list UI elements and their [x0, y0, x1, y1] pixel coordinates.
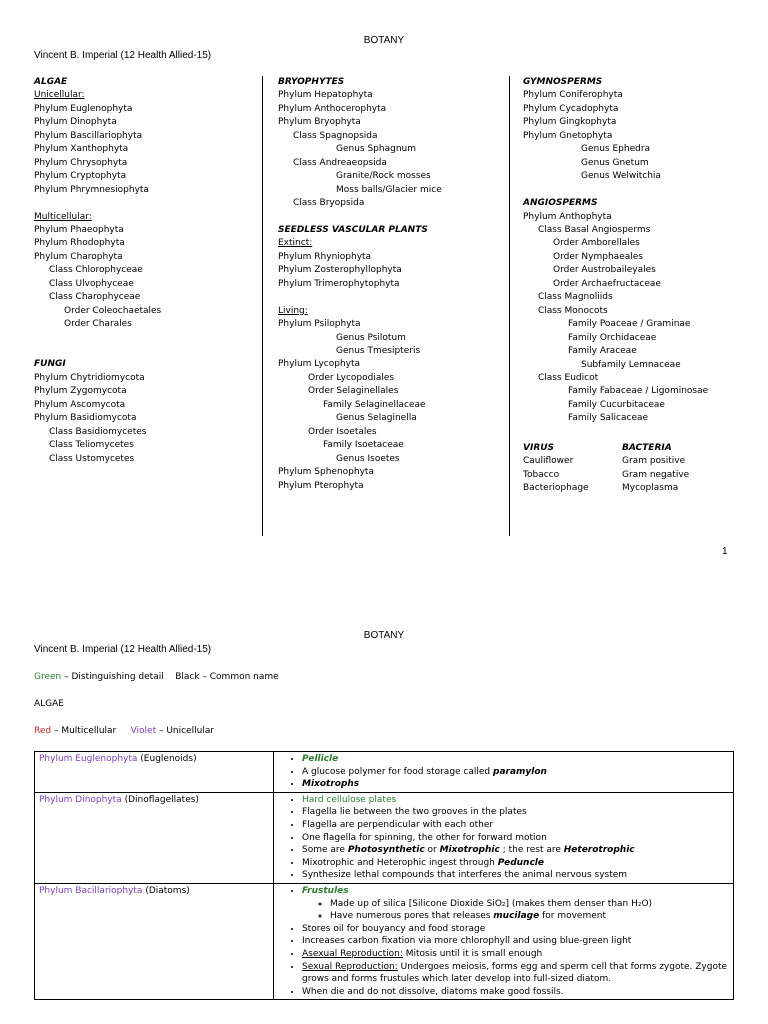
page2-title: BOTANY	[363, 630, 405, 641]
taxon-item: Phylum Anthocerophyta	[278, 103, 387, 114]
taxon-item: Class Bryopsida	[293, 198, 365, 209]
taxon-item: Phylum Bascillariophyta	[34, 130, 143, 141]
taxon-item: Phylum Phrymnesiophyta	[34, 184, 149, 195]
detail-text: Have numerous pores that releases	[330, 911, 494, 922]
color-legend-2	[34, 726, 214, 736]
taxon-item: Phylum Gingkophyta	[523, 117, 617, 128]
taxon-item: Order Austrobaileyales	[553, 265, 656, 276]
taxon-item: Class Monocots	[538, 305, 608, 316]
spacer	[523, 184, 708, 197]
taxon-item: Family Orchidaceae	[568, 332, 657, 343]
list-item: Gram negative	[622, 469, 690, 480]
taxon-item: Family Cucurbitaceae	[568, 399, 665, 410]
taxon-item: Phylum Coniferophyta	[523, 90, 623, 101]
list-item: Bacteriophage	[523, 483, 589, 494]
taxon-item: Phylum Zosterophyllophyta	[278, 265, 402, 276]
taxon-item: Family Selaginellaceae	[323, 399, 426, 410]
phylum-name: Phylum Bacillariophyta	[39, 885, 143, 896]
virus-heading: VIRUS	[523, 443, 555, 453]
detail-text: ; the rest are	[499, 845, 564, 856]
taxon-item: Family Fabaceae / Ligominosae	[568, 386, 709, 397]
taxon-item: Class Ulvophyceae	[49, 278, 134, 289]
detail-underline: Sexual Reproduction:	[302, 961, 398, 972]
subheading: Multicellular:	[34, 211, 92, 222]
taxon-item: Order Nymphaeales	[553, 251, 643, 262]
section-heading: ALGAE	[34, 77, 68, 87]
taxon-item: Order Charales	[64, 319, 132, 330]
list-item: Tobacco	[523, 469, 560, 480]
taxon-item: Class Ustomycetes	[49, 453, 135, 464]
detail-text: Mitosis until it is small enough	[402, 948, 543, 959]
details-cell	[274, 883, 734, 999]
bryophytes-svp-column	[278, 76, 442, 493]
detail-emphasis: Mixotrophs	[302, 779, 360, 790]
taxon-item: Phylum Pterophyta	[278, 480, 364, 491]
taxon-item: Genus Gnetum	[581, 157, 649, 168]
taxon-item: Class Basidiomycetes	[49, 426, 147, 437]
taxon-item: Phylum Phaeophyta	[34, 224, 124, 235]
common-name: (Diatoms)	[142, 885, 190, 896]
taxon-item: Class Basal Angiosperms	[538, 224, 651, 235]
color-legend-1	[34, 672, 279, 682]
spacer	[34, 332, 161, 345]
list-item: • Flagella lie between the two grooves in the plates	[302, 806, 729, 819]
subheading: Extinct:	[278, 238, 313, 249]
taxon-item: Phylum Psilophyta	[278, 319, 361, 330]
taxon-item: Family Salicaceae	[568, 413, 649, 424]
detail-emphasis: Photosynthetic	[347, 845, 425, 856]
spacer	[278, 291, 442, 304]
taxon-item: Class Teliomycetes	[49, 440, 134, 451]
taxon-item: Phylum Ascomycota	[34, 399, 126, 410]
sub-list-item	[330, 910, 729, 923]
list-item: Gram positive	[622, 456, 686, 467]
taxon-item: Phylum Gnetophyta	[523, 130, 613, 141]
taxon-item: Genus Isoetes	[336, 453, 400, 464]
detail-emphasis: Mixotrophic	[439, 845, 500, 856]
taxon-item: Phylum Charophyta	[34, 251, 123, 262]
spacer	[34, 197, 161, 210]
gymnosperms-angiosperms-column	[523, 76, 708, 426]
detail-emphasis: Peduncle	[497, 857, 544, 868]
legend-red-label: Red	[34, 726, 52, 736]
details-cell	[274, 792, 734, 883]
list-item	[302, 753, 729, 766]
table-row	[35, 883, 734, 999]
taxon-item: Family Poaceae / Graminae	[568, 319, 691, 330]
table-row	[35, 752, 734, 793]
bacteria-list	[622, 442, 689, 496]
section-heading: BRYOPHYTES	[278, 77, 345, 87]
phylum-cell	[35, 792, 274, 883]
section-heading: FUNGI	[34, 359, 66, 370]
list-item: Mycoplasma	[622, 483, 679, 494]
taxon-item: Phylum Dinophyta	[34, 117, 117, 128]
legend-green-label: Green	[34, 672, 62, 682]
section-heading: SEEDLESS VASCULAR PLANTS	[278, 224, 428, 235]
detail-emphasis: Heterotrophic	[563, 845, 635, 856]
taxon-item: Phylum Basidiomycota	[34, 413, 137, 424]
algae-fungi-column	[34, 76, 161, 466]
taxon-item: Phylum Anthophyta	[523, 211, 612, 222]
phylum-name: Phylum Dinophyta	[39, 794, 122, 805]
taxon-item: Phylum Chrysophyta	[34, 157, 128, 168]
taxon-item: Genus Tmesipteris	[336, 346, 421, 357]
detail-underline: Asexual Reproduction:	[302, 948, 403, 959]
taxon-item: Phylum Xanthophyta	[34, 144, 129, 155]
subheading: Unicellular:	[34, 90, 85, 101]
detail-emphasis: mucilage	[493, 911, 540, 922]
virus-list	[523, 442, 589, 496]
taxon-item: Order Lycopodiales	[308, 372, 395, 383]
list-item	[302, 844, 729, 857]
list-item	[302, 885, 729, 923]
list-item	[302, 778, 729, 791]
page2-author: Vincent B. Imperial (12 Health Allied-15)	[34, 644, 212, 655]
list-item: • One flagella for spinning, the other for forward motion	[302, 832, 729, 845]
page1-author: Vincent B. Imperial (12 Health Allied-15)	[34, 50, 212, 61]
legend-red-desc: – Multicellular	[51, 726, 117, 736]
legend-violet-label: Violet	[130, 726, 157, 736]
phylum-cell	[35, 752, 274, 793]
taxon-item: Class Charophyceae	[49, 292, 141, 303]
table-row	[35, 792, 734, 883]
detail-text: or	[424, 845, 440, 856]
list-item	[302, 961, 729, 986]
taxon-item: Phylum Zygomycota	[34, 386, 127, 397]
taxon-item: Moss balls/Glacier mice	[336, 184, 442, 195]
common-name: (Euglenoids)	[137, 754, 197, 764]
legend-green-desc: – Distinguishing detail	[61, 672, 164, 682]
taxon-item: Order Coleochaetales	[64, 305, 162, 316]
taxon-item: Genus Sphagnum	[336, 144, 417, 155]
page1-title: BOTANY	[363, 35, 405, 46]
taxon-item: Class Magnoliids	[538, 292, 613, 303]
detail-text: Some are	[302, 845, 348, 856]
algae-table	[34, 751, 734, 1000]
page-number: 1	[722, 546, 728, 557]
taxon-item: Phylum Sphenophyta	[278, 467, 374, 478]
taxon-item: Class Andreaeopsida	[293, 157, 387, 168]
list-item: • Flagella are perpendicular with each other	[302, 819, 729, 832]
taxon-item: Genus Selaginella	[336, 413, 417, 424]
section-heading: GYMNOSPERMS	[523, 77, 603, 87]
taxon-item: Genus Welwitchia	[581, 171, 661, 182]
list-item: • Increases carbon fixation via more chlorophyll and using blue-green light	[302, 935, 729, 948]
legend-violet-desc: – Unicellular	[156, 726, 215, 736]
subheading: Living:	[278, 305, 308, 316]
taxon-item: Phylum Bryophyta	[278, 117, 361, 128]
detail-text: Undergoes meiosis, forms egg and sperm cell that forms zygote. Zygote grows and forms frustules which later develop into full-sized diatom.	[302, 961, 728, 985]
phylum-cell	[35, 883, 274, 999]
bacteria-heading: BACTERIA	[622, 443, 672, 453]
taxon-item: Phylum Rhodophyta	[34, 238, 125, 249]
taxon-item: Phylum Trimerophytophyta	[278, 278, 400, 289]
section-heading: ANGIOSPERMS	[523, 198, 598, 209]
taxon-item: Phylum Cycadophyta	[523, 103, 619, 114]
taxon-item: Phylum Hepatophyta	[278, 90, 373, 101]
taxon-item: Genus Ephedra	[581, 144, 651, 155]
column-divider	[262, 76, 263, 536]
details-cell	[274, 752, 734, 793]
list-item: • Stores oil for bouyancy and food storage	[302, 923, 729, 936]
spacer	[278, 211, 442, 224]
common-name: (Dinoflagellates)	[121, 794, 199, 805]
taxon-item: Genus Psilotum	[336, 332, 406, 343]
detail-emphasis: paramylon	[493, 766, 547, 777]
list-item	[302, 857, 729, 870]
sub-list-item: ◦ Made up of silica [Silicone Dioxide SiO₂] (makes them denser than H₂O)	[330, 898, 729, 911]
taxon-item: Phylum Lycophyta	[278, 359, 361, 370]
phylum-name: Phylum Euglenophyta	[39, 754, 138, 764]
taxon-item: Order Selaginellales	[308, 386, 399, 397]
list-item: • When die and do not dissolve, diatoms make good fossils.	[302, 986, 729, 999]
distinguishing-detail: Pellicle	[302, 754, 339, 764]
taxon-item: Phylum Rhyniophyta	[278, 251, 372, 262]
spacer	[34, 345, 161, 358]
taxon-item: Class Spagnopsida	[293, 130, 378, 141]
taxon-item: Order Isoetales	[308, 426, 377, 437]
taxon-item: Phylum Cryptophyta	[34, 171, 127, 182]
taxon-item: Class Eudicot	[538, 372, 599, 383]
taxon-item: Phylum Chytridiomycota	[34, 372, 145, 383]
list-item: • Synthesize lethal compounds that interferes the animal nervous system	[302, 869, 729, 882]
taxon-item: Order Archaefructaceae	[553, 278, 661, 289]
column-divider	[509, 76, 510, 536]
taxon-item: Phylum Euglenophyta	[34, 103, 133, 114]
list-item	[302, 766, 729, 779]
distinguishing-detail: Frustules	[302, 885, 349, 896]
taxon-item: Class Chlorophyceae	[49, 265, 143, 276]
detail-text: A glucose polymer for food storage called	[302, 766, 494, 777]
taxon-item: Subfamily Lemnaceae	[581, 359, 681, 370]
taxon-item: Family Araceae	[568, 346, 637, 357]
taxon-item: Order Amborellales	[553, 238, 640, 249]
detail-text: Mixotrophic and Heterophic ingest through	[302, 857, 498, 868]
taxon-item: Family Isoetaceae	[323, 440, 404, 451]
legend-black-label: Black	[175, 672, 200, 682]
taxon-item: Granite/Rock mosses	[336, 171, 431, 182]
list-item: Cauliflower	[523, 456, 574, 467]
section-heading: ALGAE	[34, 699, 64, 709]
detail-text: for movement	[539, 911, 606, 922]
distinguishing-detail: Hard cellulose plates	[302, 794, 397, 805]
list-item	[302, 794, 729, 807]
list-item	[302, 948, 729, 961]
legend-black-desc: – Common name	[199, 672, 279, 682]
